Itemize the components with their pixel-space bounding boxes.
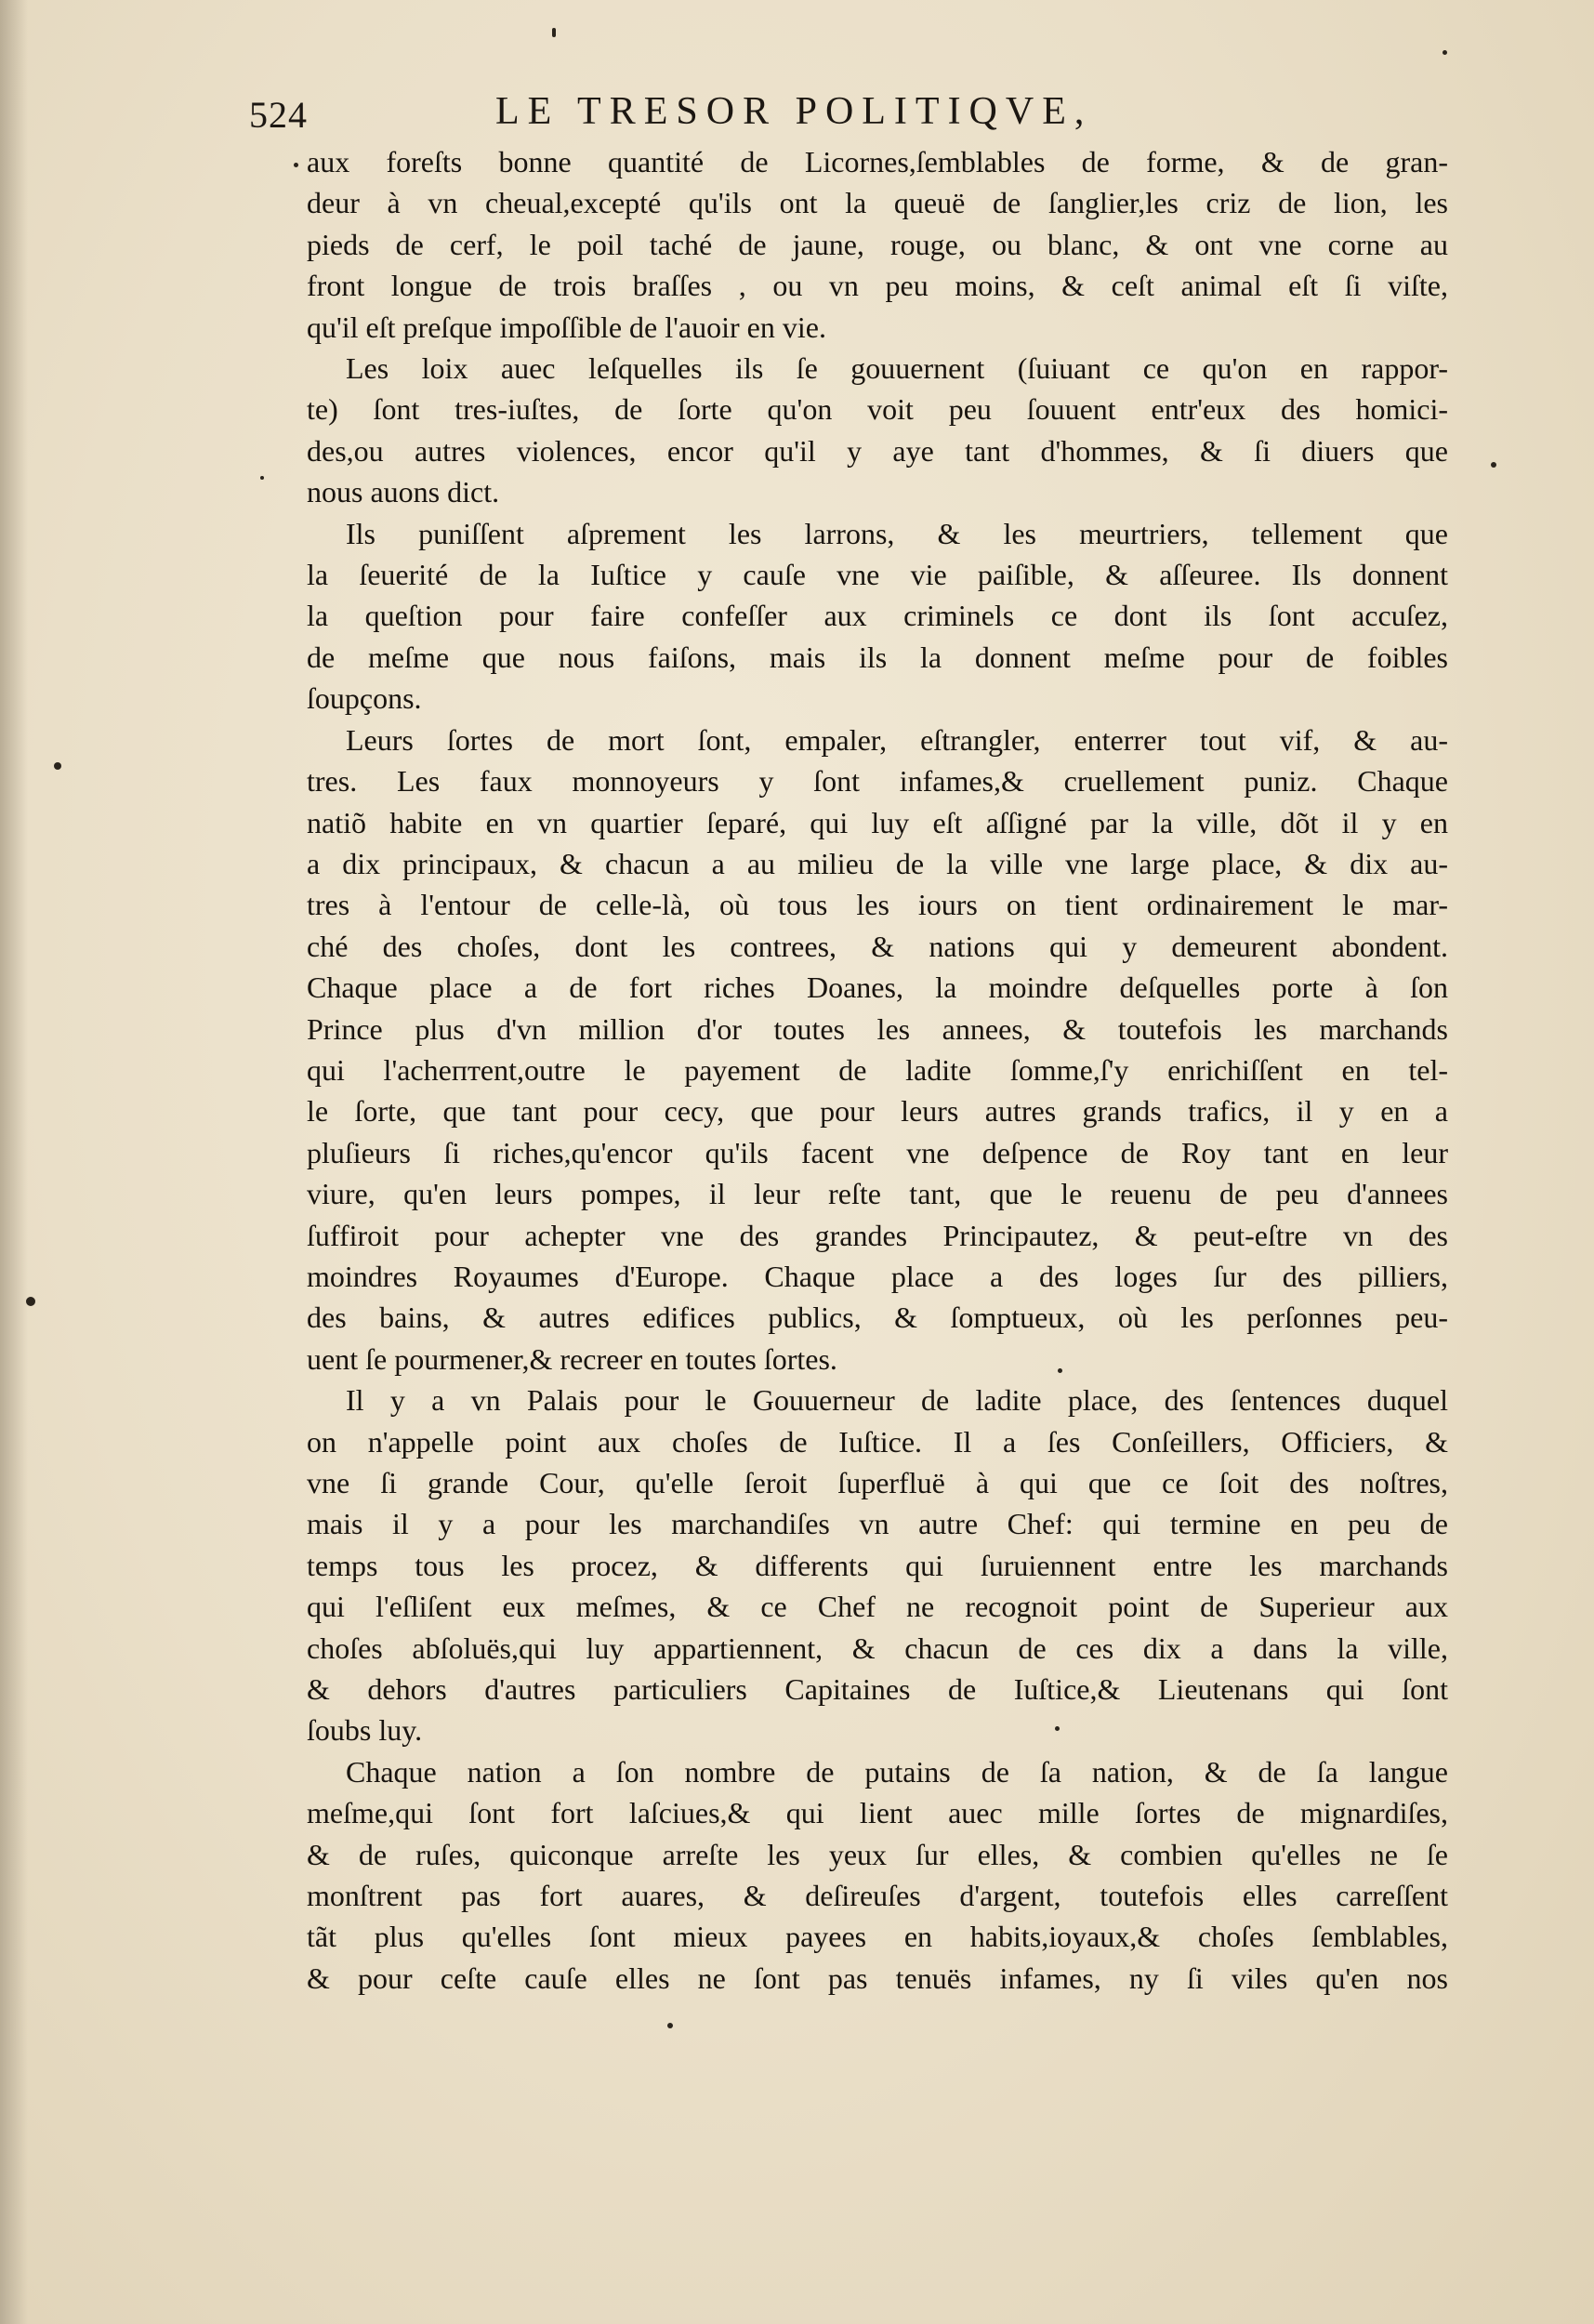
text-line: a dix principaux, & chacun a au milieu de la ville vne large place, & dix au- xyxy=(307,846,1448,880)
text-line: meſme,qui ſont fort laſciues,& qui lient auec mille ſortes de mignardiſes, xyxy=(307,1796,1448,1830)
text-line: tres à l'entour de celle-là, où tous les iours on tient ordinairement le mar- xyxy=(307,888,1448,922)
ink-speck xyxy=(1058,1368,1062,1373)
ink-speck xyxy=(667,2023,673,2028)
text-line: nous auons dict. xyxy=(307,475,500,509)
page-gutter-shadow xyxy=(0,0,28,2324)
text-line: des,ou autres violences, encor qu'il y aye tant d'hommes, & ſi diuers que xyxy=(307,433,1448,468)
text-line: vne ſi grande Cour, qu'elle ſeroit ſuperfluë à qui que ce ſoit des noſtres, xyxy=(307,1466,1448,1499)
text-line: moindres Royaumes d'Europe. Chaque place a des loges ſur des pilliers, xyxy=(307,1259,1448,1293)
text-line: mais il y a pour les marchandiſes vn autre Chef: qui termine en peu de xyxy=(307,1507,1448,1541)
text-line: ché des choſes, dont les contrees, & nations qui y demeurent abondent. xyxy=(307,929,1448,963)
text-line: ſoupçons. xyxy=(307,681,422,716)
text-line: & dehors d'autres particuliers Capitaines de Iuſtice,& Lieutenans qui ſont xyxy=(307,1672,1448,1707)
text-line: aux foreſts bonne quantité de Licornes,ſemblables de forme, & de gran- xyxy=(307,145,1448,178)
ink-speck xyxy=(1443,50,1447,55)
text-line: le ſorte, que tant pour cecy, que pour leurs autres grands trafics, il y en a xyxy=(307,1094,1448,1129)
text-line: la ſeuerité de la Iuſtice y cauſe vne vie paiſible, & aſſeuree. Ils donnent xyxy=(307,558,1448,592)
ink-speck xyxy=(54,762,61,770)
text-line: pluſieurs ſi riches,qu'encor qu'ils facent vne deſpence de Roy tant en leur xyxy=(307,1135,1448,1169)
text-line: viure, qu'en leurs pompes, il leur reſte tant, que le reuenu de peu d'annees xyxy=(307,1177,1448,1211)
paragraph-start-line: Les loix auec leſquelles ils ſe gouuernent (ſuiuant ce qu'on en rappor- xyxy=(346,351,1448,386)
text-line: & de ruſes, quiconque arreſte les yeux ſur elles, & combien qu'elles ne ſe xyxy=(307,1837,1448,1871)
text-line: choſes abſoluës,qui luy appartiennent, & chacun de ces dix a dans la ville, xyxy=(307,1631,1448,1665)
body-text xyxy=(307,141,1448,1999)
text-line: ſuffiroit pour achepter vne des grandes Principautez, & peut-eſtre vn des xyxy=(307,1218,1448,1252)
paragraph-start-line: Chaque nation a ſon nombre de putains de ſa nation, & de ſa langue xyxy=(346,1754,1448,1789)
text-line: tres. Les faux monnoyeurs y ſont infames,& cruellement puniz. Chaque xyxy=(307,764,1448,799)
text-line: deur à vn cheual,excepté qu'ils ont la queuë de ſanglier,les criz de lion, les xyxy=(307,186,1448,220)
text-line: Chaque place a de fort riches Doanes, la moindre deſquelles porte à ſon xyxy=(307,971,1448,1005)
text-line: Prince plus d'vn million d'or toutes les annees, & toutefois les marchands xyxy=(307,1011,1448,1046)
text-line: tãt plus qu'elles ſont mieux payees en habits,ioyaux,& choſes ſemblables, xyxy=(307,1920,1448,1954)
page-number: 524 xyxy=(249,94,308,136)
ink-speck xyxy=(1491,462,1496,468)
ink-speck xyxy=(26,1297,35,1306)
ink-speck xyxy=(1055,1726,1060,1731)
text-line: qu'il eſt preſque impoſſible de l'auoir en vie. xyxy=(307,310,826,344)
text-line: front longue de trois braſſes , ou vn peu moins, & ceſt animal eſt ſi viſte, xyxy=(307,269,1448,303)
text-line: temps tous les procez, & differents qui ſuruiennent entre les marchands xyxy=(307,1548,1448,1582)
ink-speck xyxy=(260,476,264,480)
text-line: de meſme que nous faiſons, mais ils la donnent meſme pour de foibles xyxy=(307,640,1448,674)
text-line: la queſtion pour faire confeſſer aux criminels ce dont ils ſont accuſez, xyxy=(307,599,1448,633)
text-line: ſoubs luy. xyxy=(307,1713,423,1748)
running-title: LE TRESOR POLITIQVE, xyxy=(495,90,1093,133)
text-line: uent ſe pourmener,& recreer en toutes ſortes. xyxy=(307,1341,837,1376)
paragraph-start-line: Ils puniſſent aſprement les larrons, & les meurtriers, tellement que xyxy=(346,516,1448,550)
text-line: pieds de cerf, le poil taché de jaune, rouge, ou blanc, & ont vne corne au xyxy=(307,227,1448,261)
ink-speck xyxy=(552,28,556,37)
text-line: monſtrent pas fort auares, & deſireuſes d'argent, toutefois elles carreſſent xyxy=(307,1879,1448,1913)
text-line: qui l'achептent,outre le payement de ladite ſomme,ſ'y enrichiſſent en tel- xyxy=(307,1052,1448,1087)
paragraph-start-line: Leurs ſortes de mort ſont, empaler, eſtrangler, enterrer tout vif, & au- xyxy=(346,722,1448,757)
text-line: & pour ceſte cauſe elles ne ſont pas tenuës infames, ny ſi viles qu'en nos xyxy=(307,1961,1448,1995)
text-line: des bains, & autres edifices publics, & ſomptueux, où les perſonnes peu- xyxy=(307,1301,1448,1335)
text-line: on n'appelle point aux choſes de Iuſtice. Il a ſes Conſeillers, Officiers, & xyxy=(307,1424,1448,1459)
text-line: natiõ habite en vn quartier ſeparé, qui luy eſt aſſigné par la ville, dõt il y en xyxy=(307,805,1448,839)
paragraph-start-line: Il y a vn Palais pour le Gouuerneur de ladite place, des ſentences duquel xyxy=(346,1383,1448,1418)
text-line: qui l'eſliſent eux meſmes, & ce Chef ne recognoit point de Superieur aux xyxy=(307,1590,1448,1624)
ink-speck xyxy=(294,163,298,167)
text-line: te) ſont tres-iuſtes, de ſorte qu'on voit peu ſouuent entr'eux des homici- xyxy=(307,392,1448,427)
